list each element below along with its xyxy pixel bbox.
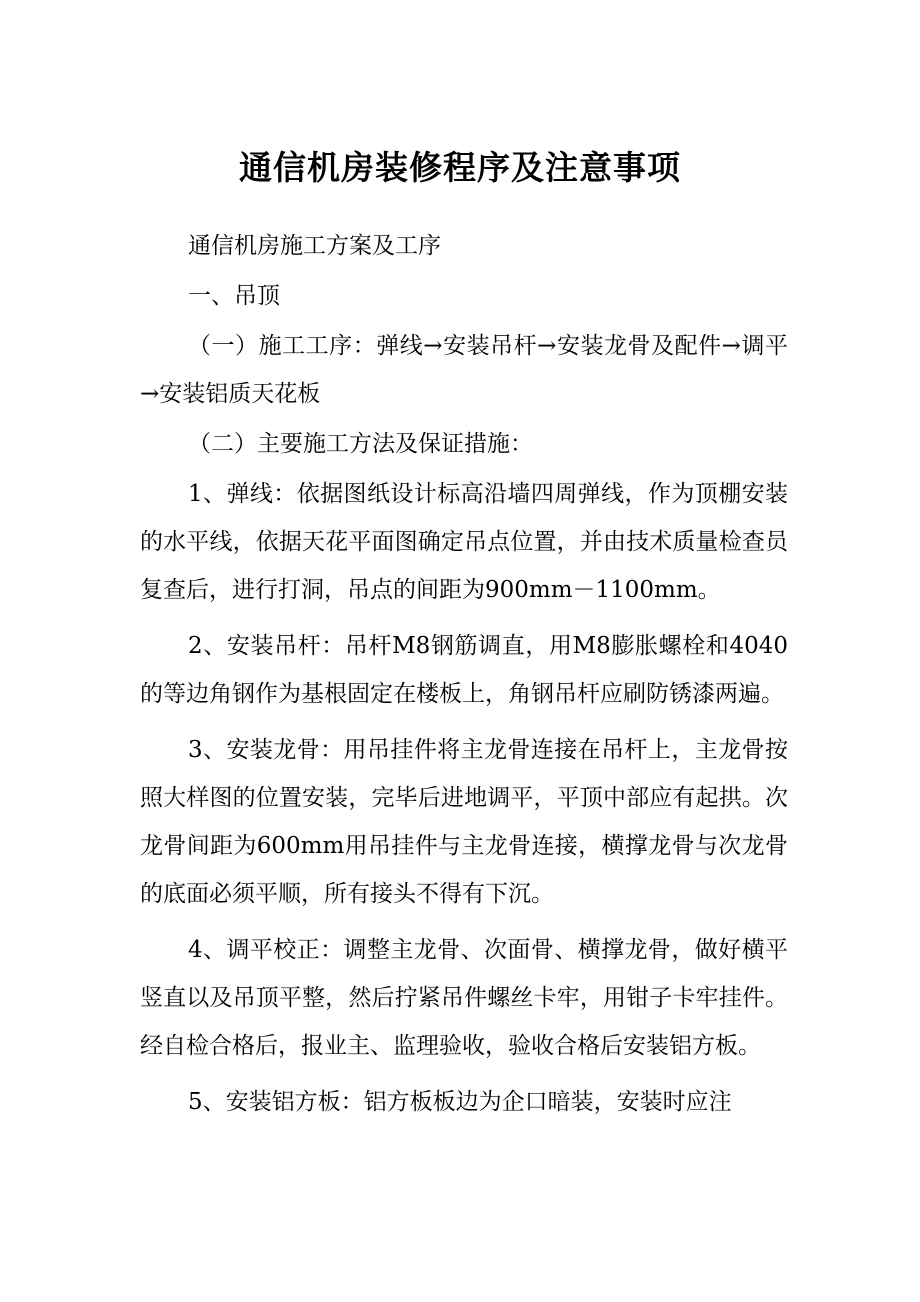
paragraph-step-5: 5、安装铝方板：铝方板板边为企口暗装，安装时应注 [188, 1089, 732, 1115]
paragraph-step-2: 2、安装吊杆：吊杆M8钢筋调直，用M8膨胀螺栓和4040的等边角钢作为基根固定在楼板上，角钢吊杆应刷防锈漆两遍。 [140, 633, 788, 707]
document-body [140, 222, 788, 1126]
paragraph-step-1: 1、弹线：依据图纸设计标高沿墙四周弹线，作为顶棚安装的水平线，依据天花平面图确定吊点位置，并由技术质量检查员复查后，进行打洞，吊点的间距为900mm－1100mm。 [140, 481, 788, 603]
paragraph-subtitle: 通信机房施工方案及工序 [188, 233, 441, 259]
paragraph-step-4: 4、调平校正：调整主龙骨、次面骨、横撑龙骨，做好横平竖直以及吊顶平整，然后拧紧吊件螺丝卡牢，用钳子卡牢挂件。经自检合格后，报业主、监理验收，验收合格后安装铝方板。 [140, 937, 788, 1059]
paragraph-step-3: 3、安装龙骨：用吊挂件将主龙骨连接在吊杆上，主龙骨按照大样图的位置安装，完毕后进地调平，平顶中部应有起拱。次龙骨间距为600mm用吊挂件与主龙骨连接，横撑龙骨与次龙骨的底面必须平顺，所有接头不得有下沉。 [140, 737, 788, 907]
paragraph-methods-heading: （二）主要施工方法及保证措施： [188, 431, 533, 457]
paragraph-section-heading: 一、吊顶 [188, 283, 280, 309]
document-title: 通信机房装修程序及注意事项 [239, 148, 681, 187]
paragraph-procedure: （一）施工工序：弹线→安装吊杆→安装龙骨及配件→调平→安装铝质天花板 [140, 333, 788, 407]
